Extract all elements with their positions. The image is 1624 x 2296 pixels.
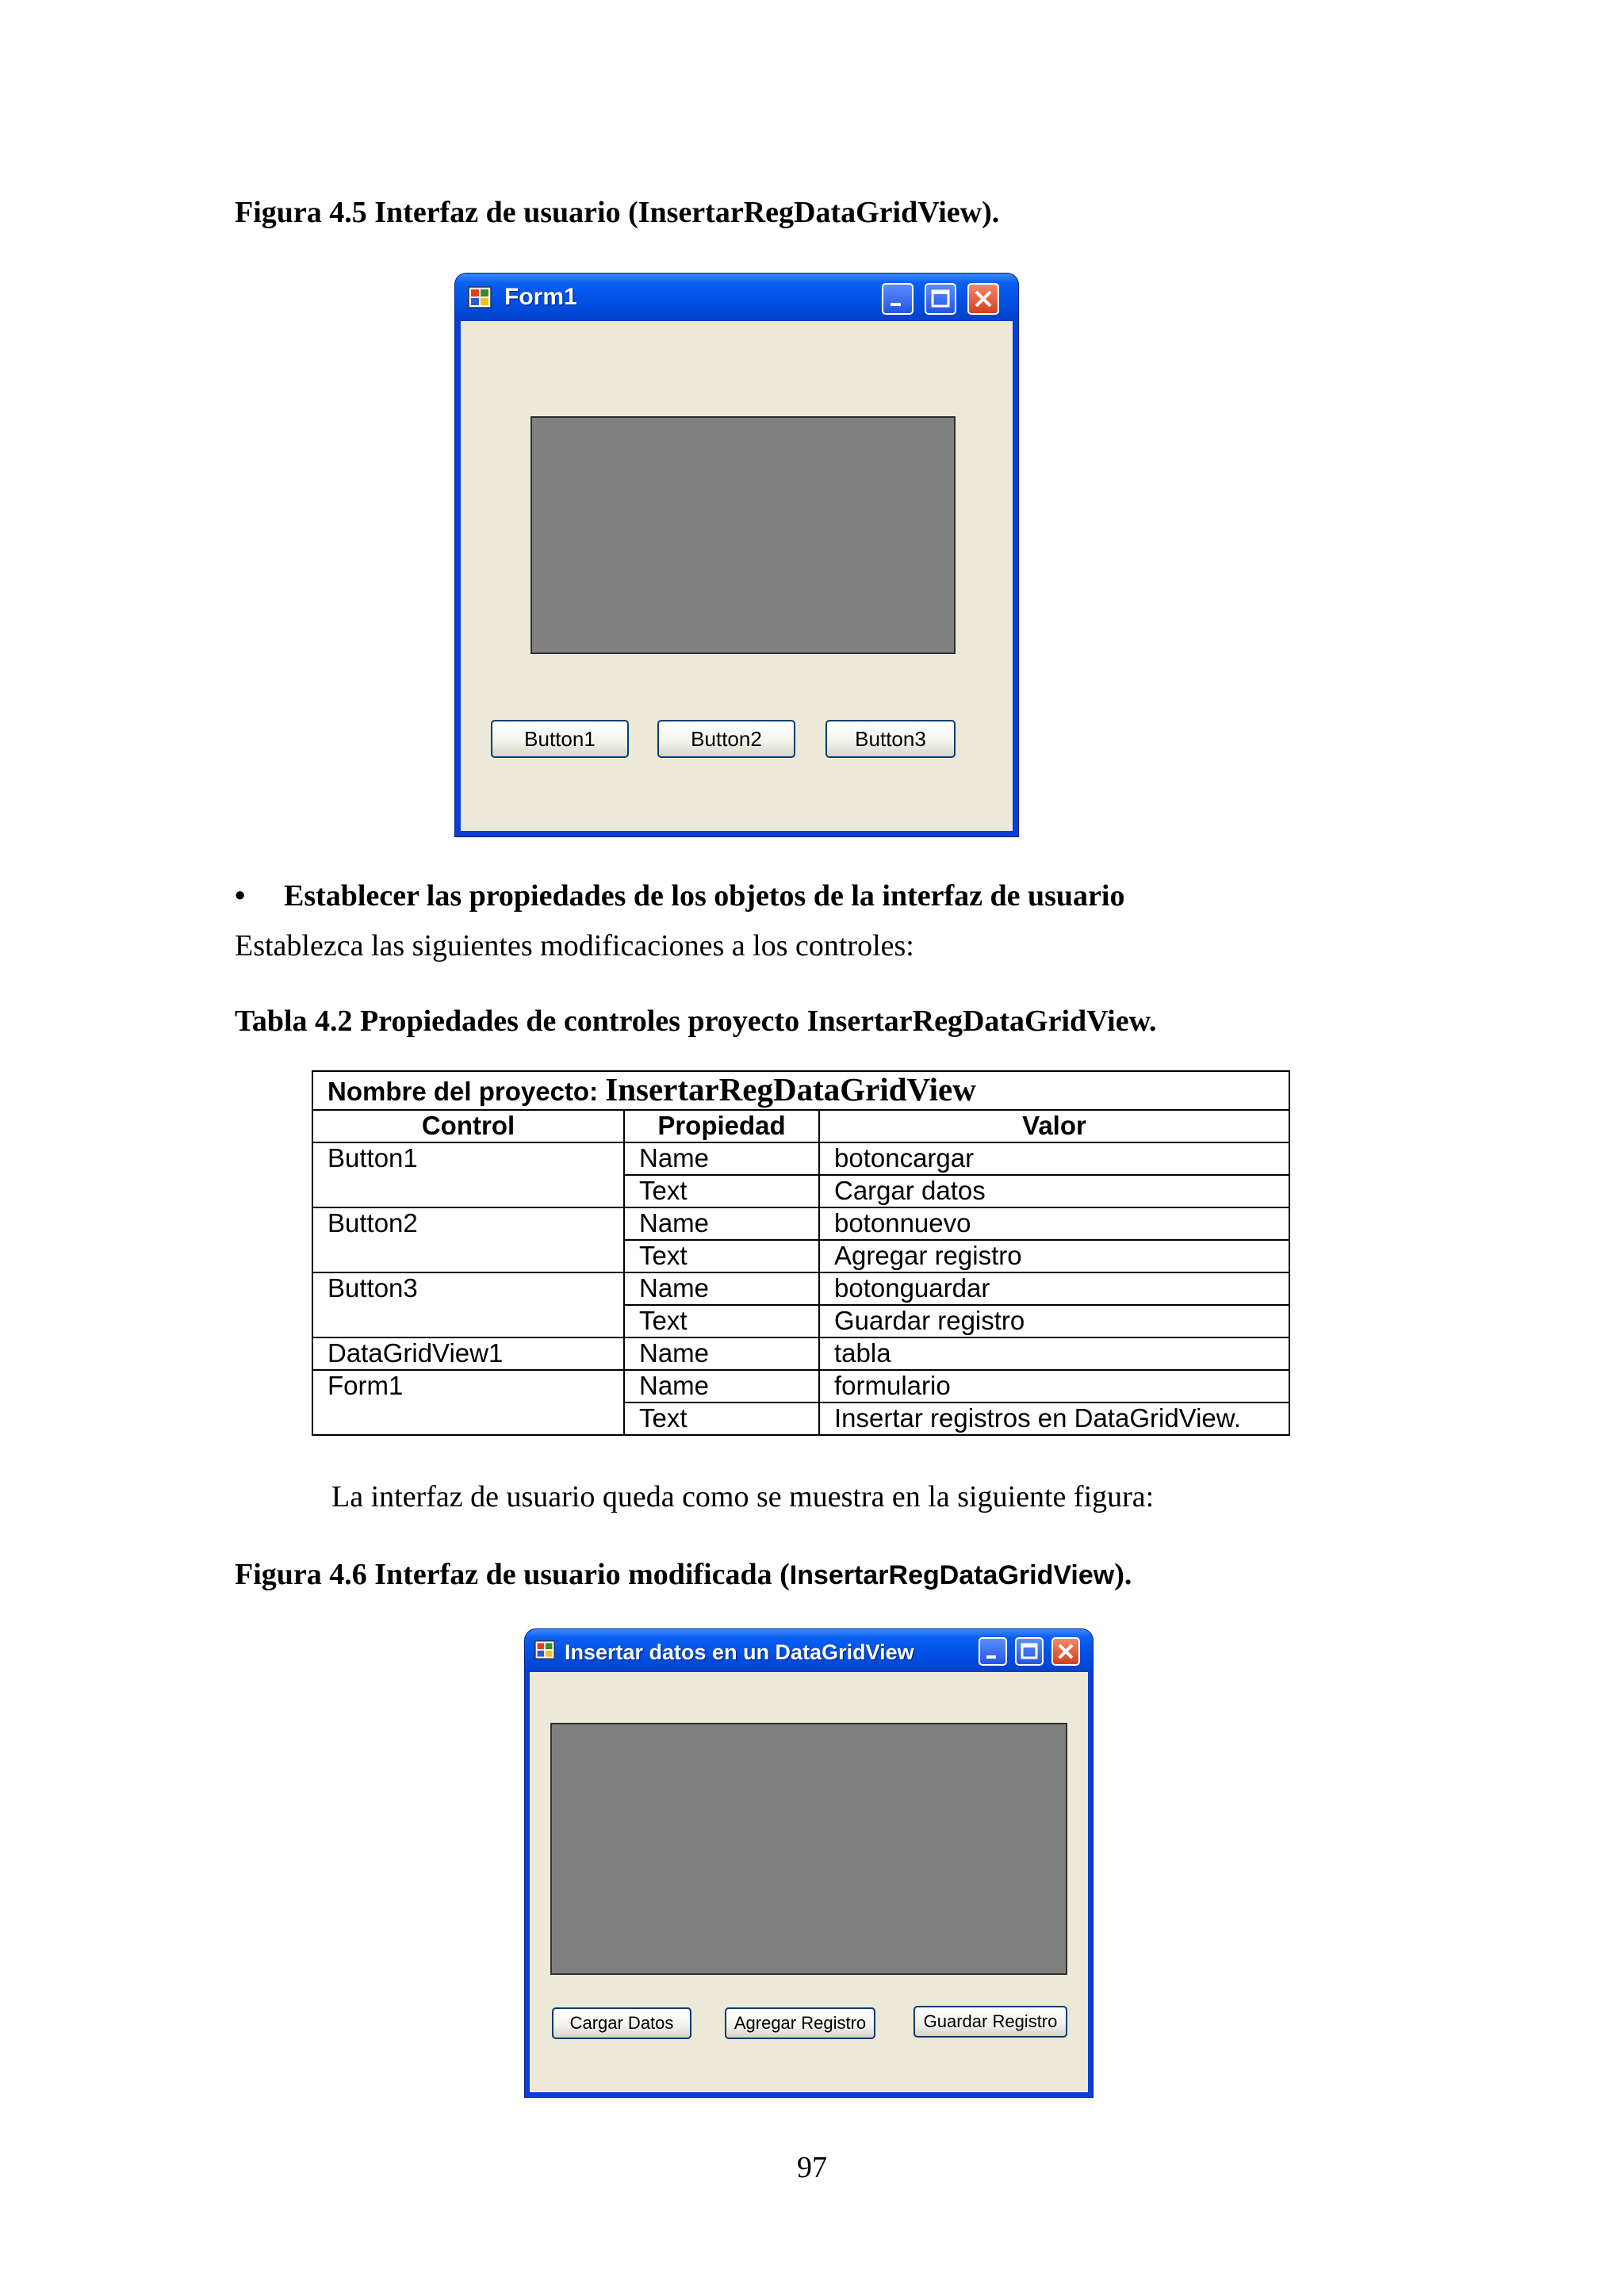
cell-value: tabla: [819, 1337, 1289, 1370]
cell-value: Insertar registros en DataGridView.: [819, 1402, 1289, 1435]
button3[interactable]: Button3: [825, 720, 956, 758]
cell-value: Guardar registro: [819, 1305, 1289, 1337]
cell-control: Button3: [312, 1272, 624, 1305]
table-row: [312, 1240, 1289, 1272]
cell-value: Agregar registro: [819, 1240, 1289, 1272]
cell-control: [312, 1175, 624, 1207]
after-table-text: La interfaz de usuario queda como se muestra en la siguiente figura:: [331, 1480, 1155, 1513]
maximize-icon: [1017, 1639, 1042, 1664]
table-row: [312, 1337, 1289, 1370]
table-row: [312, 1175, 1289, 1207]
caption-end: ).: [1114, 1558, 1132, 1591]
button2[interactable]: Button2: [657, 720, 795, 758]
header-property: Propiedad: [624, 1110, 819, 1142]
maximize-icon: [926, 285, 955, 313]
cell-property: Name: [624, 1142, 819, 1175]
project-name-label: Nombre del proyecto:: [327, 1077, 606, 1106]
cell-property: Text: [624, 1175, 819, 1207]
figure-4-5-caption: Figura 4.5 Interfaz de usuario (InsertarRegDataGridView).: [235, 196, 1000, 229]
minimize-button[interactable]: [882, 283, 914, 315]
maximize-button[interactable]: [925, 283, 956, 315]
cell-property: Name: [624, 1272, 819, 1305]
header-value: Valor: [819, 1110, 1289, 1142]
table-title-row: [312, 1071, 1289, 1110]
maximize-button[interactable]: [1015, 1637, 1044, 1666]
window-title: Insertar datos en un DataGridView: [565, 1640, 914, 1664]
cell-control: Form1: [312, 1370, 624, 1402]
bullet: •: [235, 879, 246, 913]
page-number: 97: [797, 2151, 827, 2184]
cell-property: Text: [624, 1305, 819, 1337]
cell-property: Text: [624, 1402, 819, 1435]
caption-text: Figura 4.6 Interfaz de usuario modificada (: [235, 1558, 790, 1591]
minimize-icon: [883, 285, 912, 313]
table-4-2-caption: Tabla 4.2 Propiedades de controles proyecto InsertarRegDataGridView.: [235, 1004, 1157, 1038]
form1-titlebar[interactable]: [455, 274, 1018, 321]
cell-value: Cargar datos: [819, 1175, 1289, 1207]
cell-property: Text: [624, 1240, 819, 1272]
table-header-row: [312, 1110, 1289, 1142]
agregar-registro-button[interactable]: Agregar Registro: [725, 2007, 875, 2039]
table-row: [312, 1402, 1289, 1435]
form1-title: Form1: [504, 284, 577, 310]
close-button[interactable]: [1051, 1637, 1080, 1666]
close-icon: [1053, 1639, 1078, 1664]
figure-4-6-caption: [235, 1559, 1132, 1592]
cell-property: Name: [624, 1370, 819, 1402]
cell-control: [312, 1305, 624, 1337]
cell-value: botoncargar: [819, 1142, 1289, 1175]
cell-control: [312, 1240, 624, 1272]
table-row: [312, 1370, 1289, 1402]
close-button[interactable]: [967, 283, 999, 315]
datagridview-placeholder[interactable]: [550, 1723, 1067, 1975]
section-heading: Establecer las propiedades de los objetos de la interfaz de usuario: [284, 879, 1125, 913]
table-row: [312, 1272, 1289, 1305]
project-name-value: InsertarRegDataGridView: [605, 1071, 976, 1108]
cell-property: Name: [624, 1337, 819, 1370]
cell-control: [312, 1402, 624, 1435]
cell-control: Button2: [312, 1207, 624, 1240]
cell-control: Button1: [312, 1142, 624, 1175]
cargar-datos-button[interactable]: Cargar Datos: [552, 2007, 691, 2039]
minimize-button[interactable]: [979, 1637, 1007, 1666]
minimize-icon: [980, 1639, 1005, 1664]
cell-value: botonguardar: [819, 1272, 1289, 1305]
table-row: [312, 1207, 1289, 1240]
header-control: Control: [312, 1110, 624, 1142]
table-title-cell: [312, 1071, 1289, 1110]
table-row: [312, 1305, 1289, 1337]
button1[interactable]: Button1: [491, 720, 629, 758]
app-icon: [468, 286, 492, 308]
cell-property: Name: [624, 1207, 819, 1240]
window-titlebar[interactable]: [525, 1629, 1093, 1672]
intro-text: Establezca las siguientes modificaciones a los controles:: [235, 929, 914, 962]
cell-value: formulario: [819, 1370, 1289, 1402]
form1-window: [455, 274, 1018, 836]
properties-table: [312, 1070, 1290, 1436]
app-icon: [534, 1640, 555, 1659]
table-row: [312, 1142, 1289, 1175]
caption-project-name: InsertarRegDataGridView: [789, 1560, 1115, 1590]
cell-value: botonnuevo: [819, 1207, 1289, 1240]
close-icon: [969, 285, 998, 313]
datagridview-placeholder[interactable]: [530, 416, 956, 654]
cell-control: DataGridView1: [312, 1337, 624, 1370]
insertar-datos-window: [525, 1629, 1093, 2097]
guardar-registro-button[interactable]: Guardar Registro: [914, 2006, 1067, 2038]
